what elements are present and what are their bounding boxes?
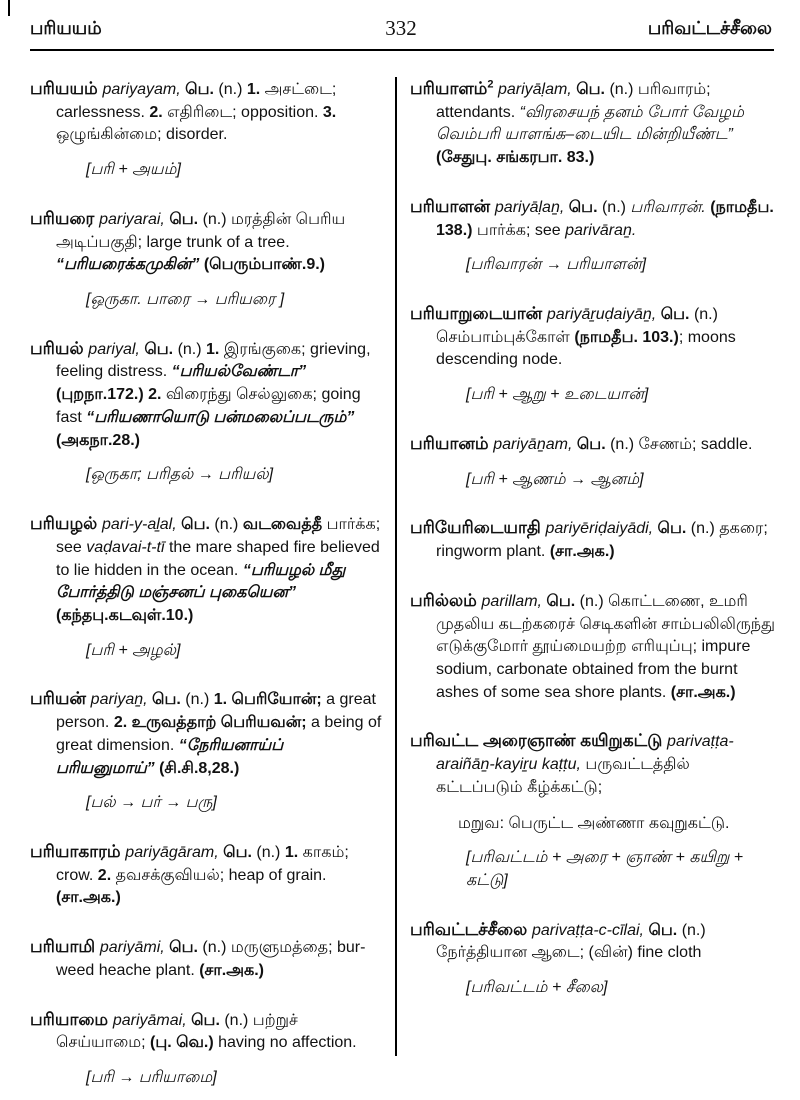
entry-headword: பரிவட்டச்சீலை xyxy=(410,919,532,939)
text-segment: பெ. xyxy=(180,81,214,98)
text-segment: (n.) செம்பாம்புக்கோள் xyxy=(436,306,718,346)
dictionary-entry xyxy=(410,432,780,491)
text-segment: 1. xyxy=(246,81,265,98)
entry-text xyxy=(410,432,780,457)
text-segment: பெ. xyxy=(572,435,606,453)
text-segment: [பரிவாரன் → பரியாளன்] xyxy=(466,256,647,274)
entry-headword: பரியல் xyxy=(30,338,89,358)
text-segment: “பரியரைக்கமுகின்” xyxy=(56,256,200,274)
text-segment: (பு. வெ.) xyxy=(150,1034,214,1052)
text-segment: 1. xyxy=(213,691,232,709)
text-segment: pariyāḷam, xyxy=(493,81,572,98)
entry-headword: பரியேரிடையாதி xyxy=(410,518,546,538)
text-segment: (சி.சி.8,28.) xyxy=(154,759,240,777)
text-segment: பெ. xyxy=(218,843,252,861)
entry-text xyxy=(30,512,382,628)
entry-etymology xyxy=(442,847,780,892)
text-segment: பெ. xyxy=(644,921,678,939)
text-segment: 3. xyxy=(322,103,337,121)
entry-text xyxy=(30,840,382,910)
dictionary-entry xyxy=(30,337,382,487)
text-segment: pariyayam, xyxy=(102,81,181,98)
text-segment: பெ. xyxy=(147,691,181,709)
text-segment: pariyāṉam, xyxy=(493,435,573,453)
dictionary-entry xyxy=(410,516,780,563)
text-segment: (n.) சேணம்; saddle. xyxy=(605,435,753,453)
text-segment: (கந்தபு.கடவுள்.10.) xyxy=(56,606,194,624)
text-segment: 1. xyxy=(284,843,303,861)
text-segment: pariyāgāram, xyxy=(125,843,219,861)
text-segment: [பரி + ஆணம் → ஆனம்] xyxy=(466,470,644,488)
entry-variant xyxy=(458,813,780,836)
entry-etymology xyxy=(62,159,382,182)
text-segment: pariyaṉ, xyxy=(90,691,148,709)
text-segment: தவசக்குவியல்; heap of grain. xyxy=(115,866,327,884)
text-segment: (n.) xyxy=(597,198,631,216)
entry-headword: பரியயம் xyxy=(30,79,103,98)
text-segment: (நாமதீப. 138.) xyxy=(436,198,774,239)
text-segment: 2. xyxy=(148,386,166,404)
text-segment: பெ. xyxy=(139,340,174,358)
text-segment: “பரியணாயொடு பன்மலைப்படரும்” xyxy=(86,408,355,426)
entry-text xyxy=(410,918,780,965)
text-segment: (n.) பரிவாரம்; attendants. xyxy=(436,81,711,121)
text-segment: (n.) மருளுமத்தை; bur-weed heache plant. xyxy=(56,939,366,979)
text-segment: parivaṭṭa-araiñāṉ-kayiṟu kaṭṭu, xyxy=(436,733,734,774)
entry-etymology xyxy=(62,792,382,815)
text-segment: pariyāṟuḍaiyāṉ, xyxy=(546,306,657,324)
text-segment: parivāraṉ. xyxy=(565,221,637,239)
entry-headword: பரியானம் xyxy=(410,433,494,453)
text-segment: (n.) தகரை; ringworm plant. xyxy=(436,520,768,561)
right-column xyxy=(410,77,780,1090)
entry-headword: பரில்லம் xyxy=(410,590,482,610)
page-header xyxy=(0,0,800,47)
text-segment: [பரி + அயம்] xyxy=(86,161,181,179)
text-segment: (n.) கொட்டணை, உமரி முதலிய கடற்கரைச் செடிகளின் சாம்பலிலிருந்து எடுக்குமோர் தூய்மையற்ற எரியுப்பு; impure sodium, carbonate obtained from the burnt ashes of some sea shore plants. xyxy=(436,592,775,701)
dictionary-entry xyxy=(30,77,382,182)
text-segment: (n.) xyxy=(251,843,285,861)
text-segment: a being of great dimension. xyxy=(56,714,382,754)
text-segment: [ஒருகா. பாரை → பரியரை ] xyxy=(86,291,285,309)
entry-text xyxy=(30,77,382,147)
text-segment: “பரியல்வேண்டா” xyxy=(171,363,307,381)
text-segment: ஒழுங்கின்மை; disorder. xyxy=(56,126,228,144)
dictionary-entry xyxy=(410,589,780,705)
text-segment: 2. xyxy=(113,714,132,732)
entry-headword: பரியாளம் xyxy=(410,79,488,98)
text-segment: பருவட்டத்தில் கட்டப்படும் கீழ்க்கட்டு; xyxy=(436,756,690,796)
text-segment: vaḍavai-t-tī xyxy=(86,538,165,556)
dictionary-entry xyxy=(410,195,780,277)
text-segment: அசட்டை; carlessness. xyxy=(56,81,337,121)
dictionary-entry xyxy=(30,1008,382,1090)
text-segment: pariyarai, xyxy=(99,210,165,228)
entry-etymology xyxy=(442,254,780,277)
text-segment: (பெரும்பாண்.9.) xyxy=(199,256,325,274)
text-segment: (சா.அக.) xyxy=(56,889,121,907)
text-segment: pariyāmi, xyxy=(99,939,165,957)
text-segment: பெ. xyxy=(656,306,690,324)
text-segment: 2. xyxy=(149,103,168,121)
entry-text xyxy=(30,1008,382,1055)
entry-text xyxy=(410,589,780,705)
dictionary-entry xyxy=(410,77,780,170)
text-segment: பெ. xyxy=(571,81,605,98)
text-segment: (n.) xyxy=(180,691,214,709)
text-segment: 1. xyxy=(206,340,224,358)
entry-etymology xyxy=(62,640,382,663)
dictionary-entry xyxy=(410,729,780,892)
text-segment: உருவத்தாற் பெரியவன்; xyxy=(131,714,307,732)
entry-etymology xyxy=(62,1067,382,1090)
entry-headword: பரியாமி xyxy=(30,937,100,957)
dictionary-entry xyxy=(30,935,382,982)
text-segment: பெ. xyxy=(541,592,576,610)
homograph-number: 2 xyxy=(487,78,494,91)
text-segment: “நேரியனாய்ப் பரியனுமாய்” xyxy=(56,736,284,777)
text-segment: pariyāḷaṉ, xyxy=(494,198,565,216)
entry-text xyxy=(30,687,382,780)
text-segment: “விரசையந் தனம் போர் வேழம் வெம்பரி யாளங்க–டையிட மின்றியீண்ட” xyxy=(436,103,744,144)
text-segment: பரிவாரன். xyxy=(630,198,706,216)
text-segment: [பல் → பர் → பரு] xyxy=(86,794,217,812)
text-segment: (அகநா.28.) xyxy=(56,431,140,449)
entry-text xyxy=(410,516,780,563)
page-number: 332 xyxy=(385,16,417,40)
text-segment: எதிரிடை; opposition. xyxy=(167,103,323,121)
text-segment: (n.) xyxy=(173,340,207,358)
text-segment: pari-y-aḻal, xyxy=(101,516,177,534)
dictionary-entry xyxy=(30,512,382,662)
dictionary-entry xyxy=(30,840,382,910)
text-segment: [பரிவட்டம் + சீலை] xyxy=(466,979,608,997)
entry-etymology xyxy=(442,469,780,492)
entry-headword: பரிவட்ட அரைஞாண் கயிறுகட்டு xyxy=(410,731,668,751)
dictionary-entry xyxy=(30,687,382,815)
text-segment: (n.) xyxy=(209,516,243,534)
text-segment: (சா.அக.) xyxy=(670,683,736,701)
entry-etymology xyxy=(62,464,382,487)
column-divider xyxy=(395,77,397,1056)
page-content xyxy=(0,51,800,1090)
text-segment: பெ. xyxy=(164,939,198,957)
text-segment: ; moons descending node. xyxy=(436,328,736,369)
entry-text xyxy=(30,935,382,982)
header-guide-word-right: பரிவட்டச்சீலை xyxy=(647,18,772,38)
text-segment: பெ. xyxy=(176,516,210,534)
text-segment: வடவைத்தீ xyxy=(242,516,323,534)
entry-headword: பரியாளன் xyxy=(410,196,495,216)
entry-headword: பரியன் xyxy=(30,689,91,709)
text-segment: இரங்குகை; grieving, feeling distress. xyxy=(56,340,371,381)
text-segment: parivaṭṭa-c-cīlai, xyxy=(531,921,644,939)
text-segment: காகம்; crow. xyxy=(56,843,349,884)
text-segment: (சா.அக.) xyxy=(199,961,264,979)
dictionary-entry xyxy=(410,302,780,407)
text-segment: 2. xyxy=(97,866,116,884)
entry-etymology xyxy=(442,384,780,407)
text-segment: (சா.அக.) xyxy=(549,543,615,561)
text-segment: having no affection. xyxy=(213,1034,357,1052)
text-segment: [பரி + அழல்] xyxy=(86,641,181,659)
left-column xyxy=(30,77,382,1090)
scan-artifact-line xyxy=(8,0,10,16)
text-segment: பெ. xyxy=(653,520,687,538)
text-segment: மறுவ: பெருட்ட அண்ணா கவுறுகட்டு. xyxy=(458,814,730,832)
text-segment: [பரி → பரியாமை] xyxy=(86,1069,217,1086)
entry-text xyxy=(30,337,382,453)
entry-text xyxy=(30,207,382,277)
text-segment: விரைந்து செல்லுகை; going fast xyxy=(56,386,361,426)
text-segment: the mare shaped fire believed to lie hidden in the ocean. xyxy=(56,538,380,579)
entry-headword: பரியாமை xyxy=(30,1009,113,1029)
dictionary-entry xyxy=(30,207,382,312)
text-segment: a great person. xyxy=(56,691,376,732)
text-segment: (n.) பற்றுச் செய்யாமை; xyxy=(56,1011,298,1052)
text-segment: பார்க்க; see xyxy=(56,516,381,556)
text-segment: (நாமதீப. 103.) xyxy=(574,328,679,346)
text-segment: [பரி + ஆறு + உடையான்] xyxy=(466,386,649,404)
entry-headword: பரியாகாரம் xyxy=(30,841,126,861)
text-segment: (n.) xyxy=(213,81,247,98)
text-segment: [பரிவட்டம் + அரை + ஞாண் + கயிறு + கட்டு] xyxy=(466,849,744,889)
text-segment: pariyal, xyxy=(88,340,140,358)
text-segment: பெ. xyxy=(186,1011,220,1029)
entry-etymology xyxy=(442,977,780,1000)
header-guide-word-left: பரியயம் xyxy=(30,18,102,38)
entry-headword: பரியாறுடையான் xyxy=(410,304,547,324)
text-segment: பெரியோன்; xyxy=(231,691,322,709)
entry-etymology xyxy=(62,289,382,312)
entry-text xyxy=(410,729,780,799)
text-segment: [ஒருகா; பரிதல் → பரியல்] xyxy=(86,466,274,484)
text-segment: பார்க்க; see xyxy=(472,221,566,239)
entry-text xyxy=(410,195,780,242)
text-segment: pariyēriḍaiyādi, xyxy=(545,520,654,538)
text-segment: pariyāmai, xyxy=(112,1011,187,1029)
text-segment: (n.) நேர்த்தியான ஆடை; (வின்) fine cloth xyxy=(436,921,706,962)
text-segment: (சேதுபு. சங்கரபா. 83.) xyxy=(436,149,595,167)
entry-headword: பரியரை xyxy=(30,208,100,228)
text-segment: பெ. xyxy=(564,198,598,216)
dictionary-entry xyxy=(410,918,780,1000)
text-segment: (n.) மரத்தின் பெரிய அடிப்பகுதி; large trunk of a tree. xyxy=(56,210,346,251)
entry-text xyxy=(410,77,780,170)
entry-text xyxy=(410,302,780,372)
entry-headword: பரியழல் xyxy=(30,514,102,534)
text-segment: பெ. xyxy=(164,210,199,228)
text-segment: parillam, xyxy=(481,592,542,610)
text-segment: (புறநா.172.) xyxy=(56,386,149,404)
text-segment: “பரியழல் மீது போர்த்திடு மஞ்சனப் புகையென” xyxy=(56,561,346,602)
